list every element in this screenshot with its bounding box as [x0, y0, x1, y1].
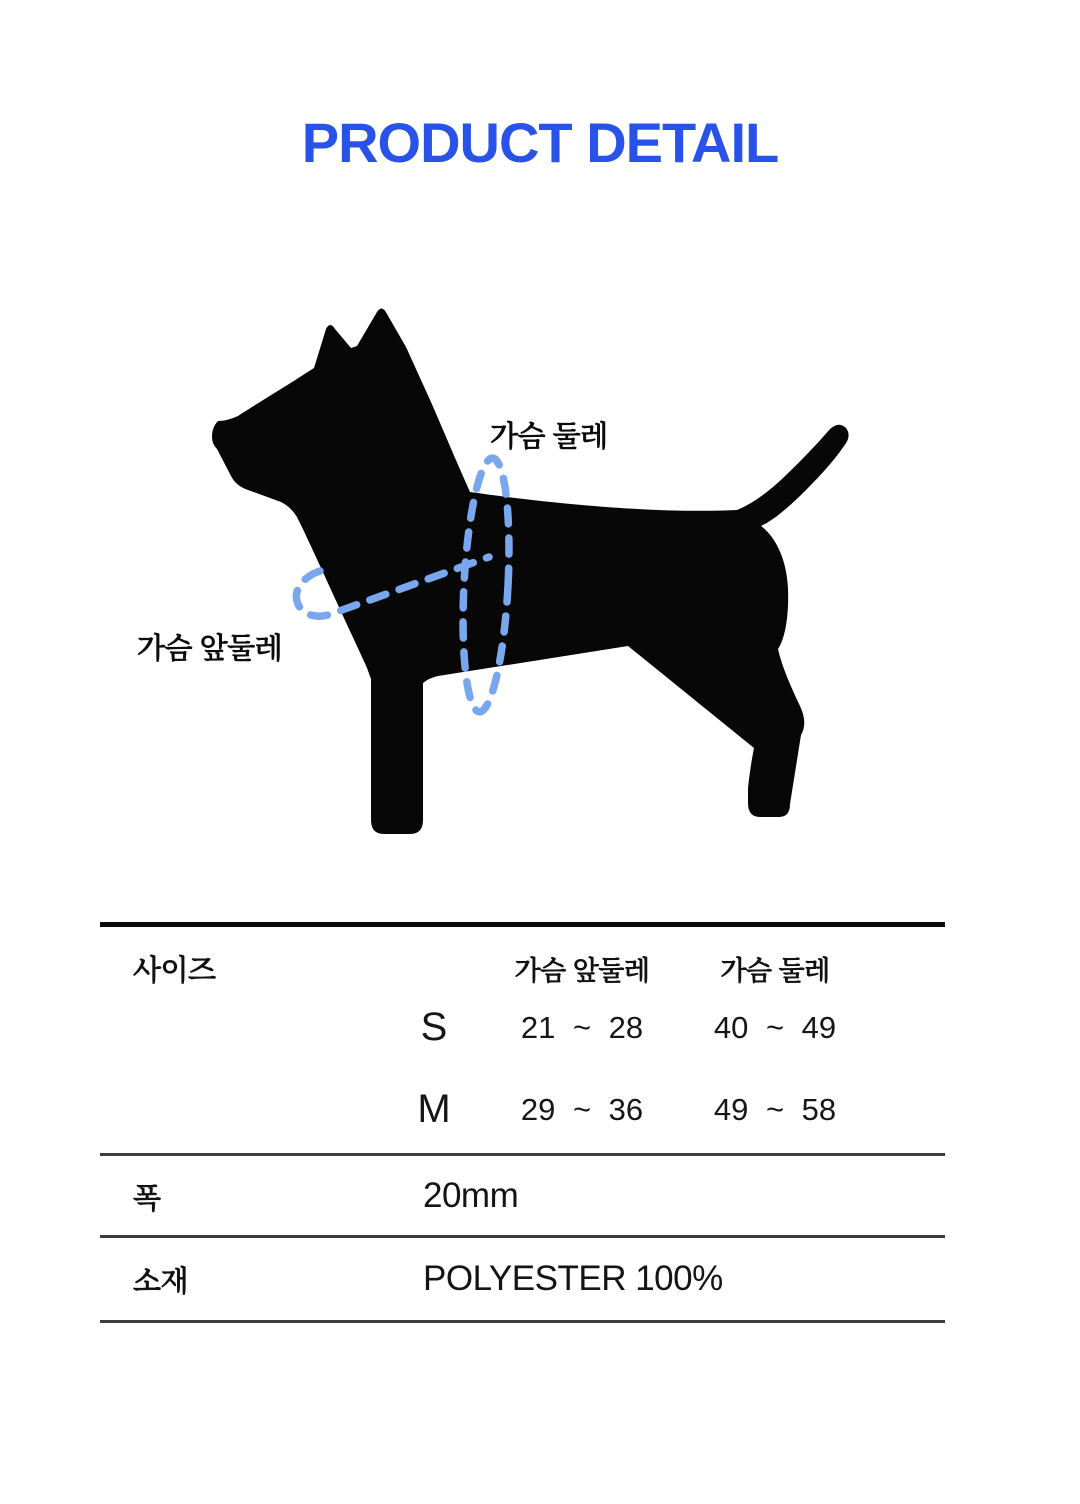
page-title: PRODUCT DETAIL: [301, 111, 779, 174]
chest-range: 49 ~ 58: [713, 1091, 837, 1127]
table-top-rule: [100, 922, 945, 927]
front-chest-range: 21 ~ 28: [520, 1009, 644, 1045]
spec-table: [100, 922, 945, 1324]
chest-girth-label: 가슴 둘레: [490, 421, 608, 453]
size-value: S: [420, 1005, 448, 1049]
front-chest-girth-label: 가슴 앞둘레: [137, 633, 283, 665]
table-row-width: [100, 1166, 945, 1226]
table-row-material: [100, 1249, 945, 1309]
width-row-label: 폭: [133, 1182, 161, 1215]
width-value: 20mm: [423, 1176, 519, 1215]
col-header-chest: 가슴 둘레: [720, 956, 830, 986]
front-chest-range: 29 ~ 36: [520, 1091, 644, 1127]
table-row-size-m: [100, 1087, 945, 1131]
material-row-label: 소재: [133, 1265, 189, 1298]
chest-range: 40 ~ 49: [713, 1009, 837, 1045]
table-row-size-s: [100, 1005, 945, 1049]
size-value: M: [417, 1087, 451, 1131]
dog-silhouette: [212, 308, 849, 834]
table-divider: [100, 1320, 945, 1323]
table-divider: [100, 1235, 945, 1238]
size-row-label: 사이즈: [133, 955, 216, 987]
col-header-front-chest: 가슴 앞둘레: [514, 956, 650, 986]
material-value: POLYESTER 100%: [423, 1259, 723, 1298]
table-divider: [100, 1153, 945, 1156]
table-header-row: [100, 948, 945, 987]
